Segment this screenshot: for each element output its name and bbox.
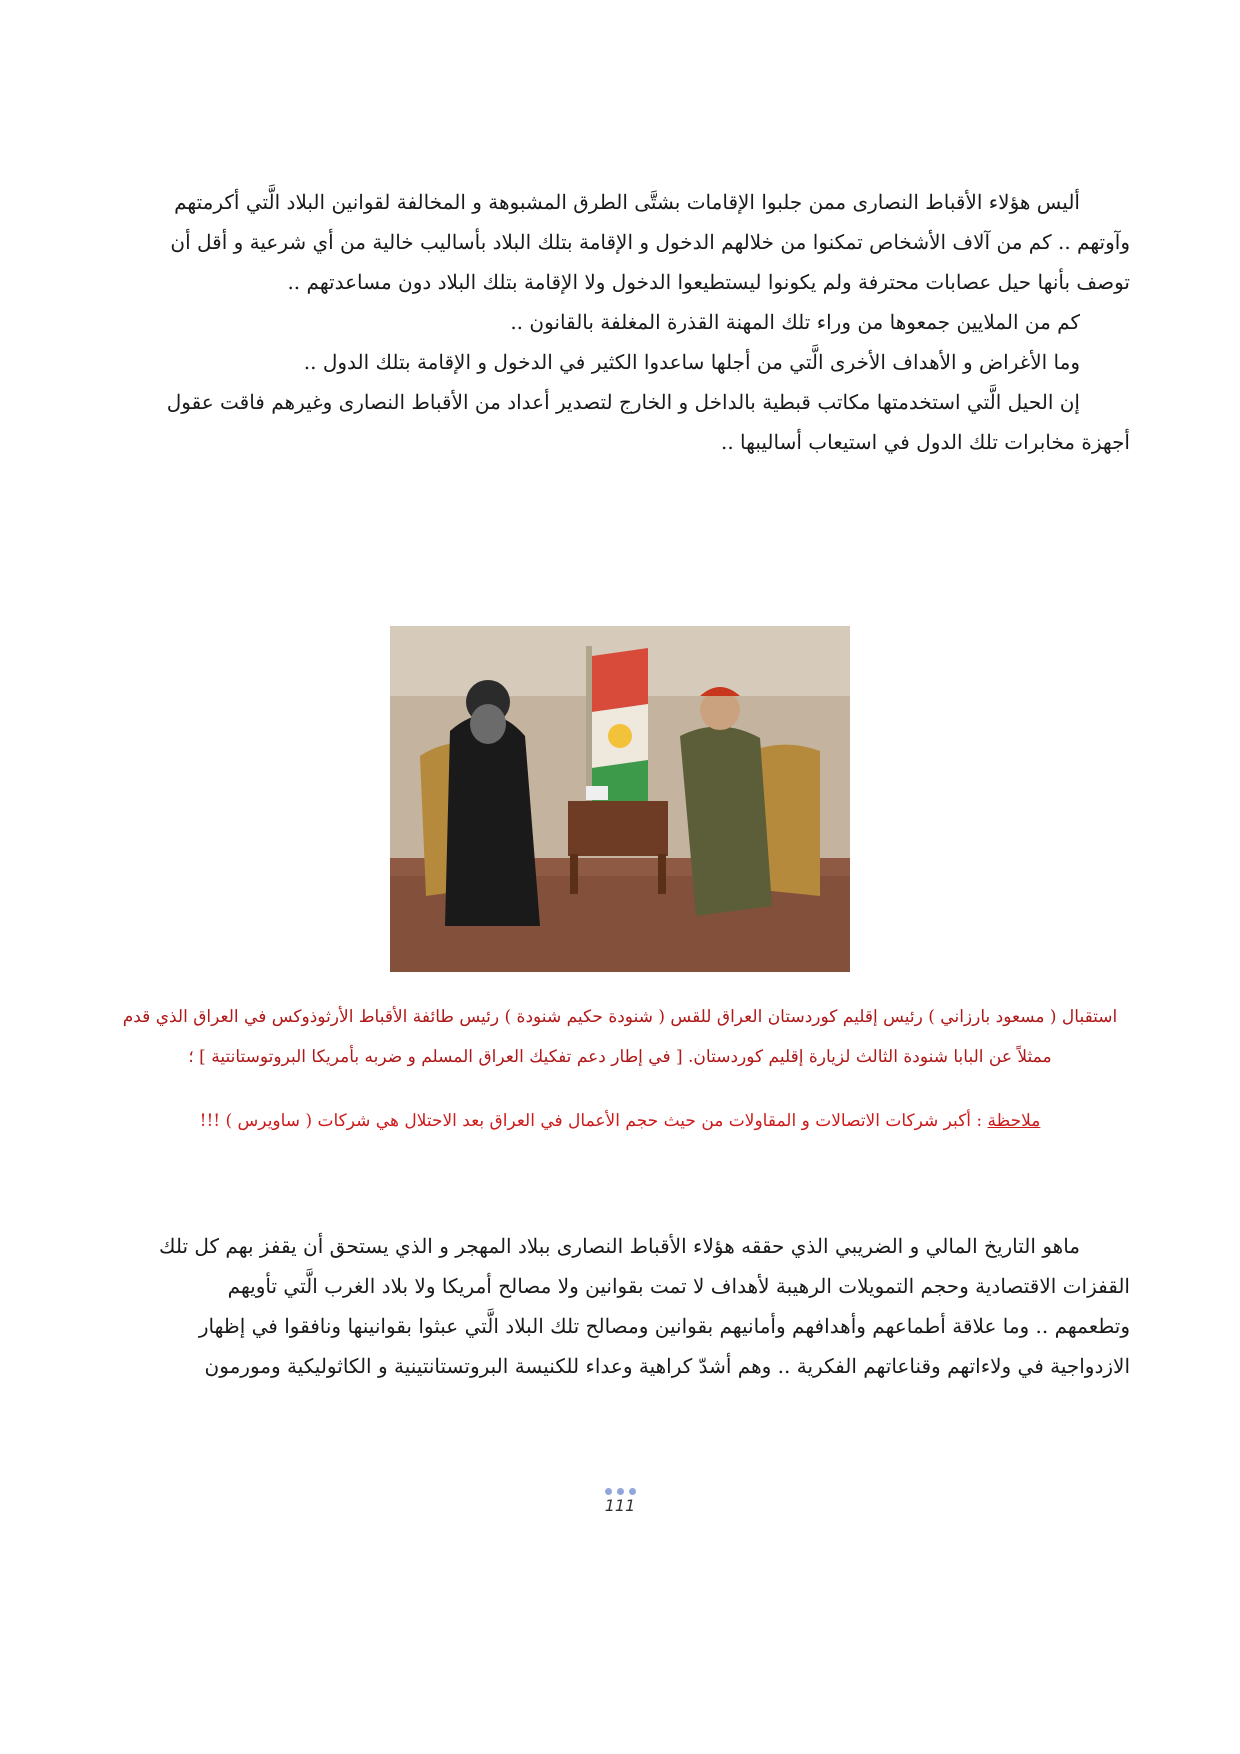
paragraph-line: ماهو التاريخ المالي و الضريبي الذي حققه هؤلاء الأقباط النصارى ببلاد المهجر و الذي يستحق أن يقفز بهم كل تلك <box>158 1234 1080 1258</box>
paragraph-line: إن الحيل الَّتي استخدمتها مكاتب قبطية بالداخل و الخارج لتصدير أعداد من الأقباط النصارى وغيرهم فاقت عقول <box>166 390 1080 414</box>
note-text: : أكبر شركات الاتصالات و المقاولات من حيث حجم الأعمال في العراق بعد الاحتلال هي شركات ( ساويرس ) !!! <box>199 1111 983 1131</box>
paragraph-line: وما الأغراض و الأهداف الأخرى الَّتي من أجلها ساعدوا الكثير في الدخول و الإقامة بتلك الدول .. <box>303 350 1080 374</box>
photo-caption-line-2: ممثلاً عن البابا شنودة الثالث لزيارة إقليم كوردستان. [ في إطار دعم تفكيك العراق المسلم و ضربه بأمريكا البروتوستانتية ] ؛ <box>188 1047 1052 1067</box>
note-label: ملاحظة <box>987 1111 1041 1131</box>
ellipsis-dots-icon <box>580 1488 660 1495</box>
photo-caption-line-1: استقبال ( مسعود بارزاني ) رئيس إقليم كوردستان العراق للقس ( شنودة حكيم شنودة ) رئيس طائفة الأقباط الأرثوذوكس في العراق الذي قدم <box>122 1007 1118 1027</box>
page-number: 111 <box>604 1496 636 1515</box>
paragraph-line: توصف بأنها حيل عصابات محترفة ولم يكونوا ليستطيعوا الدخول ولا الإقامة بتلك البلاد دون مساعدتهم .. <box>287 270 1130 294</box>
paragraph-line: أليس هؤلاء الأقباط النصارى ممن جلبوا الإقامات بشتَّى الطرق المشبوهة و المخالفة لقوانين البلاد الَّتي أكرمتهم <box>174 190 1080 214</box>
note-line <box>100 1102 1140 1140</box>
meeting-photo-illustration <box>390 626 850 972</box>
top-text-block <box>110 182 1130 462</box>
paragraph-line: أجهزة مخابرات تلك الدول في استيعاب أساليبها .. <box>720 430 1130 454</box>
page-footer <box>580 1488 660 1517</box>
paragraph-line: القفزات الاقتصادية وحجم التمويلات الرهيبة لأهداف لا تمت بقوانين ولا مصالح أمريكا ولا بلاد الغرب الَّتي تأويهم <box>227 1274 1130 1298</box>
paragraph-line: وآوتهم .. كم من آلاف الأشخاص تمكنوا من خلالهم الدخول و الإقامة بتلك البلاد بأساليب خالية من أي شرعية و أقل أن <box>170 230 1130 254</box>
paragraph-line: وتطعمهم .. وما علاقة أطماعهم وأهدافهم وأمانيهم بقوانين ومصالح تلك البلاد الَّتي عبثوا بقوانينها ونافقوا في إظهار <box>198 1314 1130 1338</box>
bottom-text-block <box>110 1226 1130 1386</box>
paragraph-line: الازدواجية في ولاءاتهم وقناعاتهم الفكرية .. وهم أشدّ كراهية وعداء للكنيسة البروتستانتينية و الكاثوليكية ومورمون <box>204 1354 1130 1378</box>
meeting-photo <box>390 626 850 972</box>
paragraph-line: كم من الملايين جمعوها من وراء تلك المهنة القذرة المغلفة بالقانون .. <box>510 310 1080 334</box>
